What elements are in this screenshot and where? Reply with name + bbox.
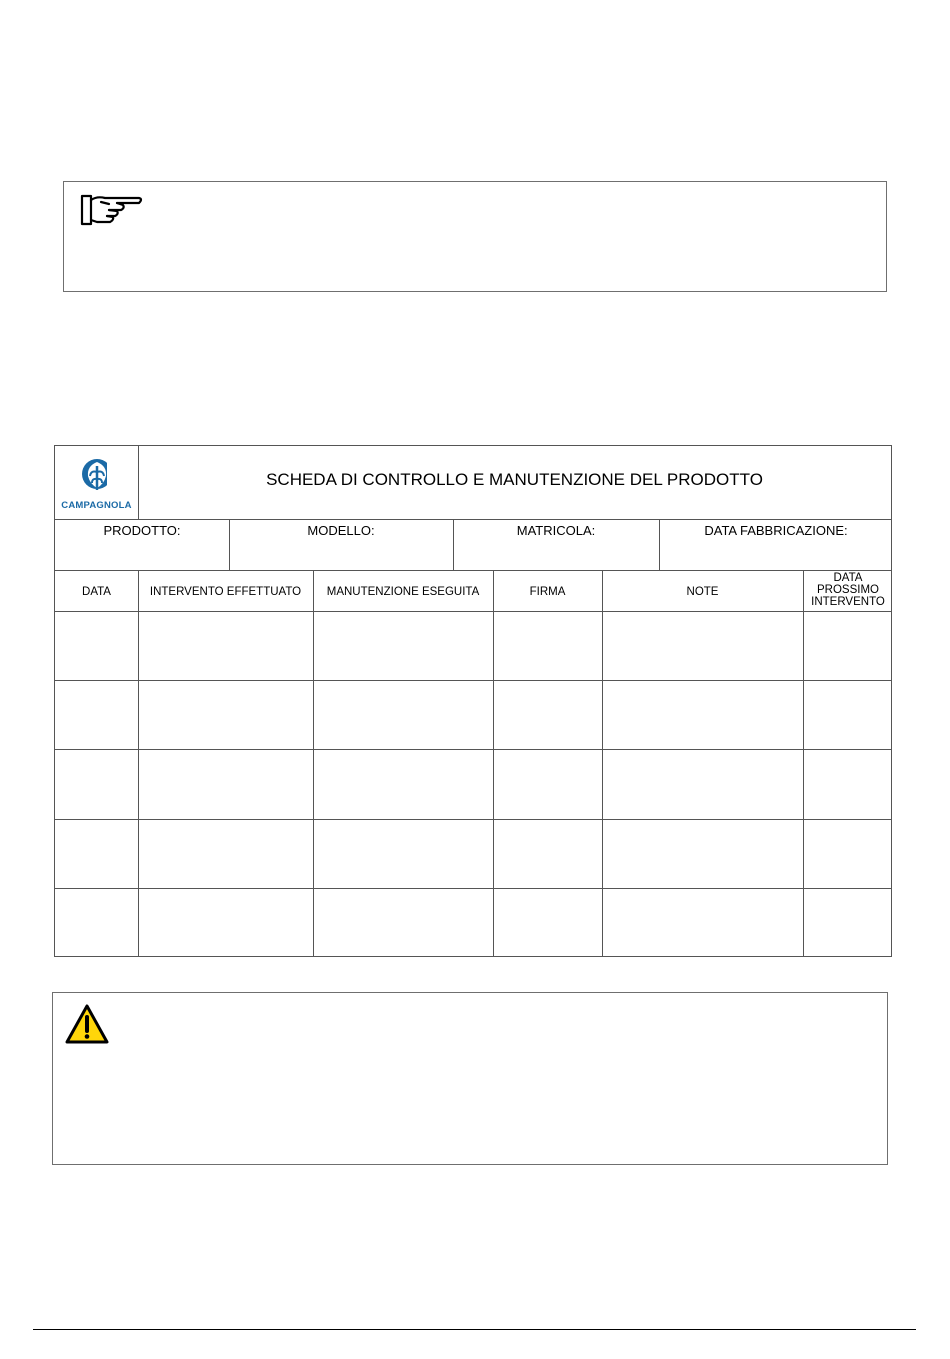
column-header-notes: NOTE — [686, 586, 719, 598]
column-divider — [803, 570, 804, 956]
model-label: MODELLO: — [307, 523, 375, 538]
sheet-title: SCHEDA DI CONTROLLO E MANUTENZIONE DEL PRODOTTO — [266, 469, 763, 489]
column-header-signature: FIRMA — [529, 586, 566, 598]
row-divider — [55, 570, 891, 571]
brand-name: CAMPAGNOLA — [61, 500, 132, 511]
warning-box — [52, 992, 888, 1165]
column-header-date: DATA — [82, 586, 111, 598]
column-header-intervention: INTERVENTO EFFETTUATO — [149, 586, 302, 598]
note-box — [63, 181, 887, 292]
logo — [55, 446, 138, 519]
warning-triangle-icon — [64, 1003, 110, 1045]
product-label: PRODOTTO: — [103, 523, 181, 538]
column-divider — [138, 570, 139, 956]
footer-rule — [33, 1329, 916, 1330]
column-divider — [313, 570, 314, 956]
column-header-next-intervention: DATA PROSSIMO INTERVENTO — [811, 572, 885, 608]
pointing-hand-icon — [79, 192, 145, 228]
column-header-maintenance: MANUTENZIONE ESEGUITA — [326, 586, 480, 598]
maintenance-sheet — [54, 445, 892, 957]
column-divider — [493, 570, 494, 956]
serial-label: MATRICOLA: — [516, 523, 596, 538]
row-divider — [55, 749, 891, 750]
row-divider — [55, 680, 891, 681]
column-divider — [602, 570, 603, 956]
row-divider — [55, 819, 891, 820]
column-divider — [138, 446, 139, 519]
manufacture-date-label: DATA FABBRICAZIONE: — [704, 523, 848, 538]
campagnola-logo-icon — [81, 456, 113, 496]
row-divider — [55, 888, 891, 889]
row-divider — [55, 519, 891, 520]
